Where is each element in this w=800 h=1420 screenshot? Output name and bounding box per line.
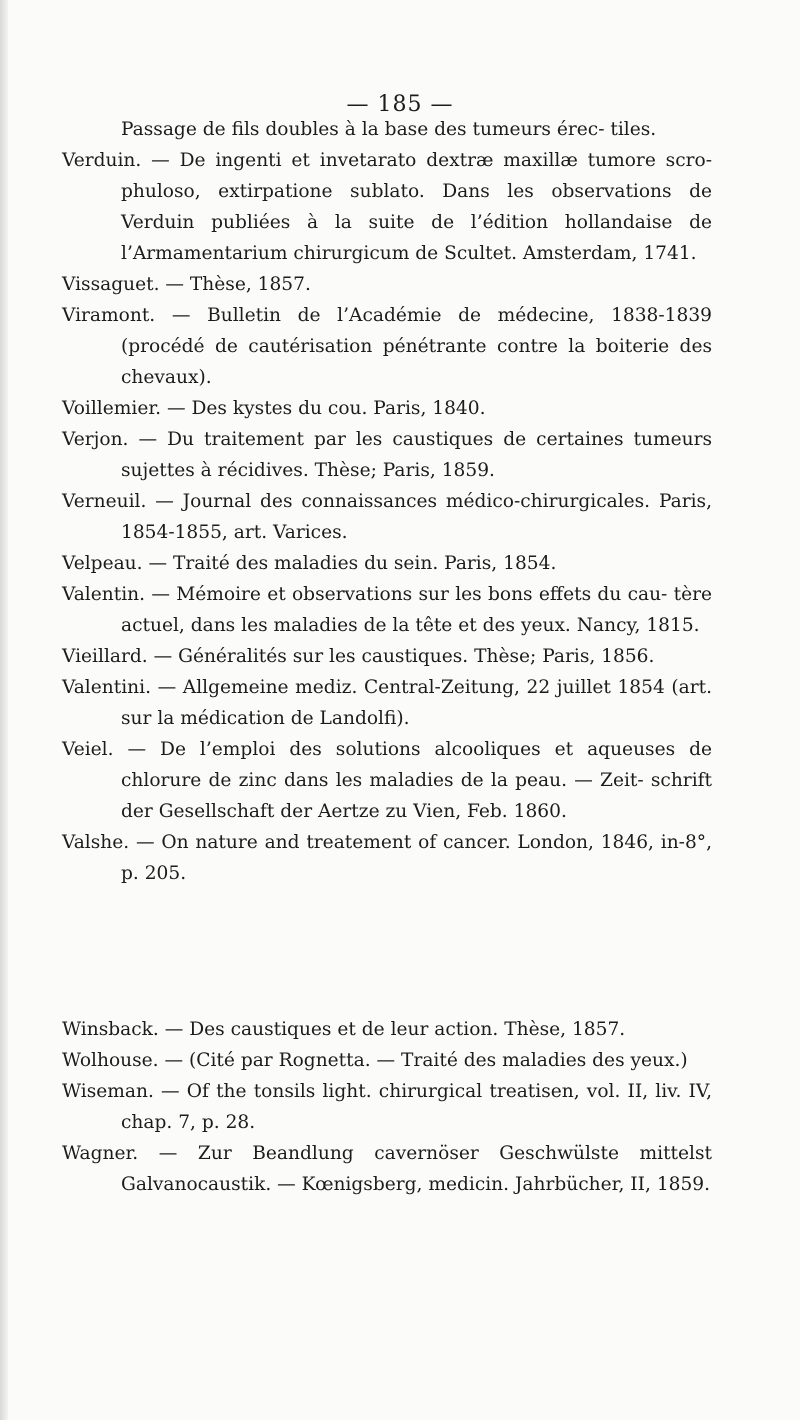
- bibliography-entry-verneuil: Verneuil. — Journal des connaissances médico-chirurgicales. Paris, 1854-1855, art. Varices.: [62, 491, 712, 543]
- bibliography-entry-velpeau: Velpeau. — Traité des maladies du sein. Paris, 1854.: [62, 553, 557, 574]
- page-number: — 185 —: [346, 92, 454, 117]
- bibliography-entry-wolhouse: Wolhouse. — (Cité par Rognetta. — Traité des maladies des yeux.): [62, 1050, 688, 1071]
- bibliography-entry-veiel: Veiel. — De l’emploi des solutions alcooliques et aqueuses de chlorure de zinc dans les maladies de la peau. — Zeit- schrift der Gesellschaft der Aertze zu Vien, Feb. 1860.: [62, 739, 712, 822]
- bibliography-block-v: [62, 114, 712, 889]
- bibliography-entry-valshe: Valshe. — On nature and treatement of cancer. London, 1846, in-8°, p. 205.: [62, 832, 712, 884]
- page-edge-shadow: [0, 0, 8, 1420]
- bibliography-block-w: [62, 1014, 712, 1200]
- bibliography-entry-vissaguet: Vissaguet. — Thèse, 1857.: [62, 274, 311, 295]
- bibliography-entry-wagner: Wagner. — Zur Beandlung cavernöser Geschwülste mittelst Galvanocaustik. — Kœnigsberg, medicin. Jahrbücher, II, 1859.: [62, 1143, 712, 1195]
- bibliography-entry-viramont: Viramont. — Bulletin de l’Académie de médecine, 1838-1839 (procédé de cautérisation pénétrante contre la boiterie des chevaux).: [62, 305, 712, 388]
- bibliography-entry-valentini: Valentini. — Allgemeine mediz. Central-Zeitung, 22 juillet 1854 (art. sur la médication de Landolfi).: [62, 677, 712, 729]
- bibliography-entry-valentin: Valentin. — Mémoire et observations sur les bons effets du cau- tère actuel, dans les maladies de la tête et des yeux. Nancy, 1815.: [62, 584, 712, 636]
- bibliography-entry-verjon: Verjon. — Du traitement par les caustiques de certaines tumeurs sujettes à récidives. Thèse; Paris, 1859.: [62, 429, 712, 481]
- bibliography-entry-vieillard: Vieillard. — Généralités sur les caustiques. Thèse; Paris, 1856.: [62, 646, 655, 667]
- bibliography-entry-voillemier: Voillemier. — Des kystes du cou. Paris, 1840.: [62, 398, 486, 419]
- continuation-text: Passage de fils doubles à la base des tumeurs érec- tiles.: [121, 119, 657, 140]
- bibliography-entry-verduin: Verduin. — De ingenti et invetarato dextræ maxillæ tumore scro- phuloso, extirpatione sublato. Dans les observations de Verduin publiées à la suite de l’édition hollandaise de l’Armamentarium chirurgicum de Scultet. Amsterdam, 1741.: [62, 150, 712, 264]
- bibliography-entry-wiseman: Wiseman. — Of the tonsils light. chirurgical treatisen, vol. II, liv. IV, chap. 7, p. 28.: [62, 1081, 712, 1133]
- bibliography-entry-winsback: Winsback. — Des caustiques et de leur action. Thèse, 1857.: [62, 1019, 626, 1040]
